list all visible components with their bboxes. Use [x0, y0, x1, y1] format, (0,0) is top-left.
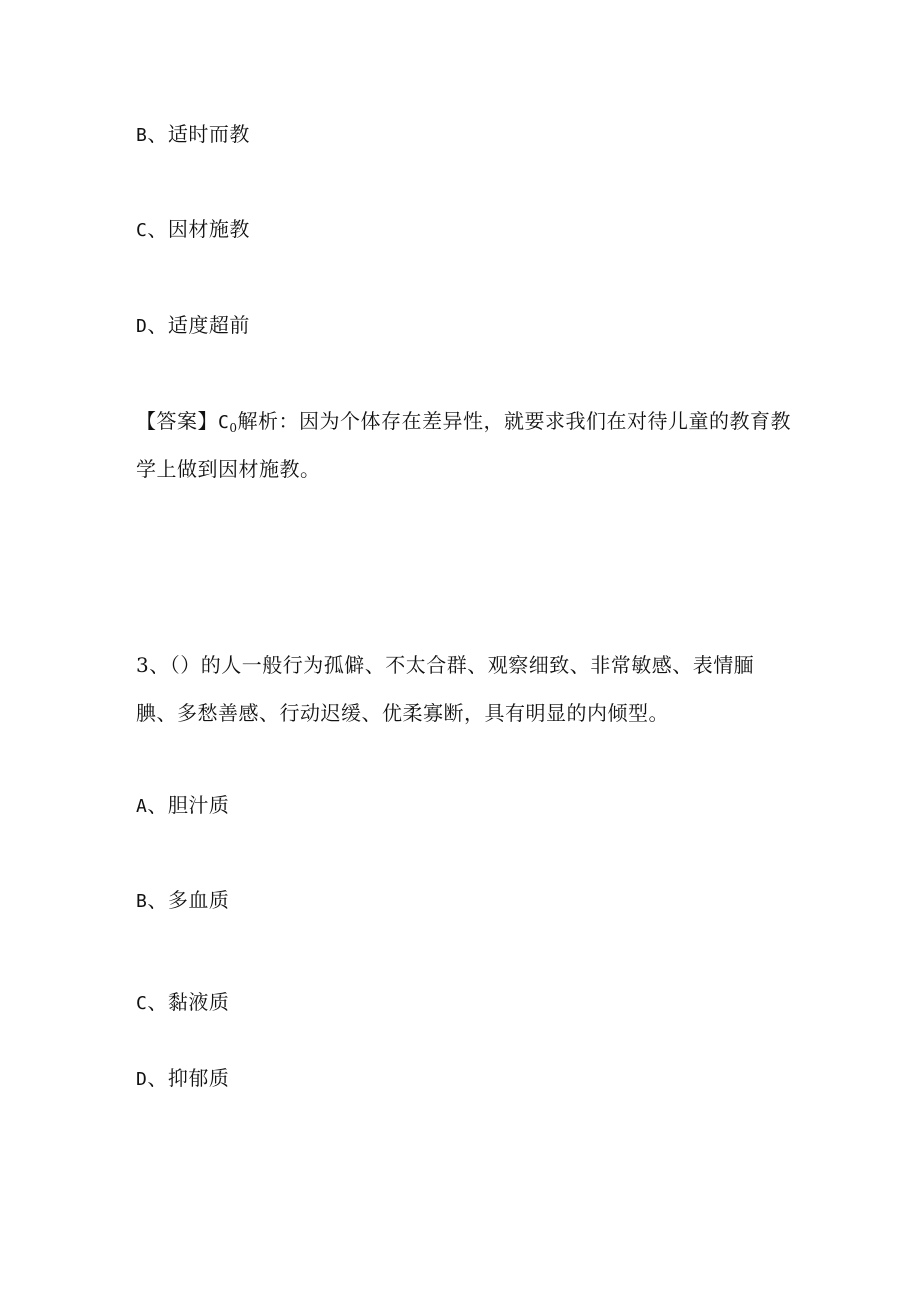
option-letter: B — [136, 125, 148, 146]
q2-answer-line-1 — [136, 407, 791, 442]
option-separator: 、 — [147, 1066, 168, 1090]
option-separator: 、 — [147, 313, 168, 337]
answer-letter: C — [218, 412, 230, 433]
question-stem-line-1: （）的人一般行为孤僻、不太合群、观察细致、非常敏感、表情腼 — [169, 653, 755, 677]
option-text: 因材施教 — [167, 217, 250, 241]
option-text: 黏液质 — [167, 990, 230, 1014]
option-text: 多血质 — [167, 888, 230, 912]
answer-label: 【答案】 — [136, 409, 218, 433]
q3-option-d — [136, 1064, 229, 1094]
option-letter: D — [136, 316, 148, 337]
q3-option-c — [136, 988, 229, 1018]
option-text: 适时而教 — [167, 122, 250, 146]
option-separator: 、 — [147, 217, 168, 241]
q2-answer-line-2 — [136, 455, 321, 483]
question-number: 3、 — [136, 653, 170, 677]
option-separator: 、 — [147, 990, 168, 1014]
option-separator: 、 — [147, 793, 168, 817]
q3-option-b — [136, 886, 229, 916]
q3-stem-line-1 — [136, 651, 754, 679]
question-stem-line-2: 腆、多愁善感、行动迟缓、优柔寡断，具有明显的内倾型。 — [136, 701, 669, 725]
option-letter: D — [136, 1069, 148, 1090]
q3-stem-line-2 — [136, 699, 669, 727]
answer-explanation-line-1: 解析：因为个体存在差异性，就要求我们在对待儿童的教育教 — [237, 409, 791, 433]
option-text: 适度超前 — [167, 313, 250, 337]
option-letter: C — [136, 993, 148, 1014]
option-text: 胆汁质 — [167, 793, 230, 817]
option-letter: C — [136, 220, 148, 241]
q3-option-a — [136, 791, 229, 821]
answer-explanation-line-2: 学上做到因材施教。 — [136, 457, 321, 481]
option-separator: 、 — [147, 122, 168, 146]
q2-option-b — [136, 120, 250, 150]
q2-option-d — [136, 311, 250, 341]
option-letter: A — [136, 796, 148, 817]
answer-subscript: 0 — [229, 421, 238, 435]
option-letter: B — [136, 891, 148, 912]
option-text: 抑郁质 — [167, 1066, 230, 1090]
option-separator: 、 — [147, 888, 168, 912]
q2-option-c — [136, 215, 250, 245]
